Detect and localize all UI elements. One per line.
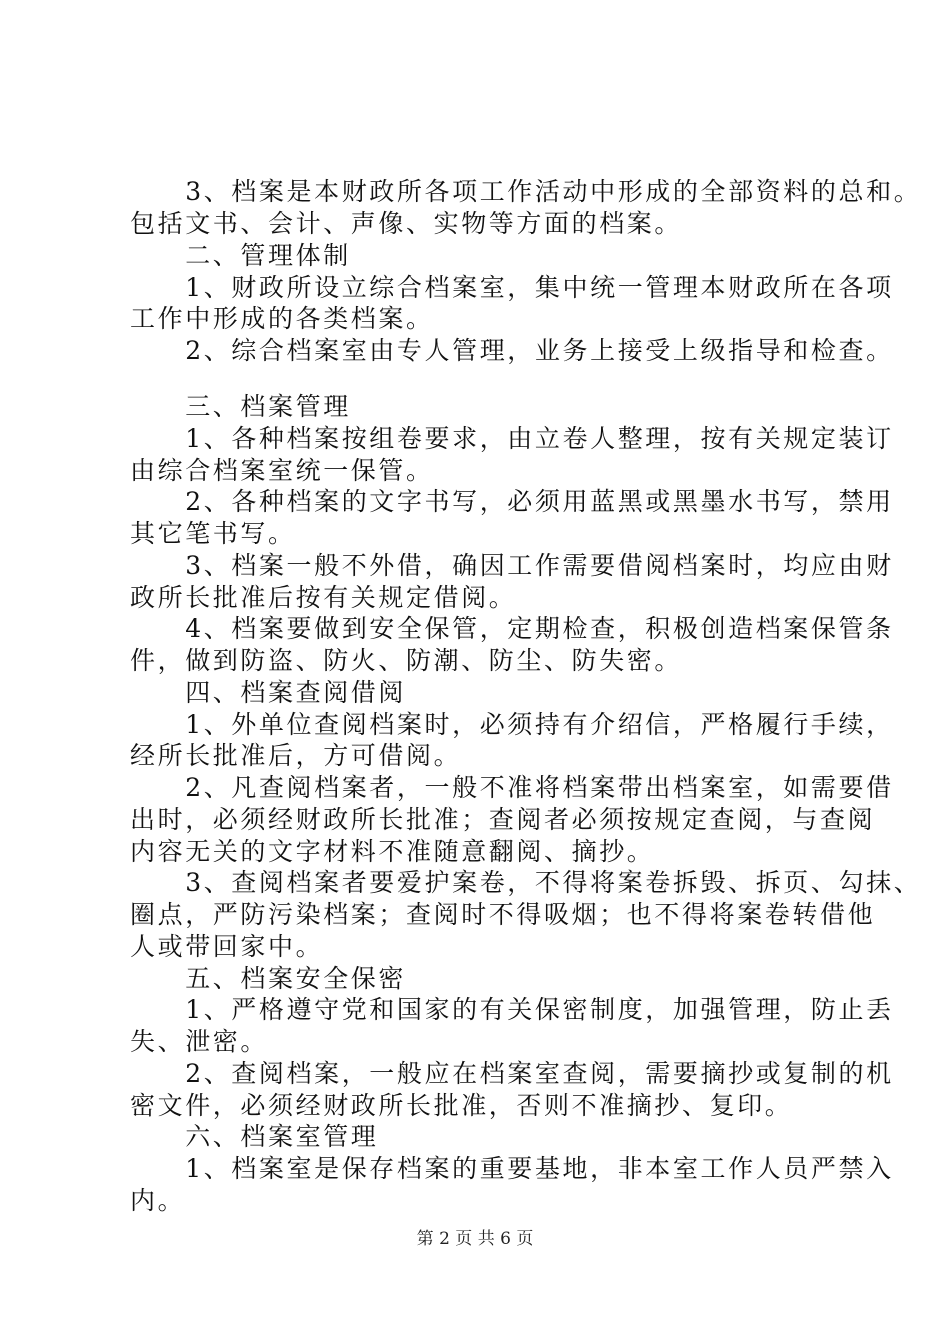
text-line: 2、查阅档案，一般应在档案室查阅，需要摘抄或复制的机 <box>130 1059 894 1088</box>
text-line: 1、外单位查阅档案时，必须持有介绍信，严格履行手续， <box>130 710 894 739</box>
text-line: 政所长批准后按有关规定借阅。 <box>130 583 517 612</box>
section-heading: 二、管理体制 <box>130 241 351 270</box>
section-heading: 四、档案查阅借阅 <box>130 678 407 707</box>
text-line: 1、档案室是保存档案的重要基地，非本室工作人员严禁入 <box>130 1154 894 1183</box>
text-line: 工作中形成的各类档案。 <box>130 304 434 333</box>
text-line: 3、档案是本财政所各项工作活动中形成的全部资料的总和。 <box>130 177 922 206</box>
text-line: 1、财政所设立综合档案室，集中统一管理本财政所在各项 <box>130 273 894 302</box>
text-line: 2、各种档案的文字书写，必须用蓝黑或黑墨水书写，禁用 <box>130 487 894 516</box>
text-line: 失、泄密。 <box>130 1027 269 1056</box>
text-line: 2、凡查阅档案者，一般不准将档案带出档案室，如需要借 <box>130 773 894 802</box>
text-line: 密文件，必须经财政所长批准，否则不准摘抄、复印。 <box>130 1091 793 1120</box>
text-line: 人或带回家中。 <box>130 932 324 961</box>
section-heading: 六、档案室管理 <box>130 1122 379 1151</box>
page-number: 第 2 页 共 6 页 <box>416 1229 534 1249</box>
text-line: 包括文书、会计、声像、实物等方面的档案。 <box>130 209 683 238</box>
text-line: 由综合档案室统一保管。 <box>130 456 434 485</box>
text-line: 2、综合档案室由专人管理，业务上接受上级指导和检查。 <box>130 336 894 365</box>
text-line: 内。 <box>130 1186 186 1215</box>
section-heading: 三、档案管理 <box>130 392 351 421</box>
text-line: 内容无关的文字材料不准随意翻阅、摘抄。 <box>130 837 655 866</box>
text-line: 其它笔书写。 <box>130 519 296 548</box>
text-line: 1、各种档案按组卷要求，由立卷人整理，按有关规定装订 <box>130 424 894 453</box>
text-line: 出时，必须经财政所长批准；查阅者必须按规定查阅，与查阅 <box>130 805 876 834</box>
text-line: 圈点，严防污染档案；查阅时不得吸烟；也不得将案卷转借他 <box>130 900 876 929</box>
text-line: 3、查阅档案者要爱护案卷，不得将案卷拆毁、拆页、勾抹、 <box>130 868 922 897</box>
section-heading: 五、档案安全保密 <box>130 964 407 993</box>
text-line: 1、严格遵守党和国家的有关保密制度，加强管理，防止丢 <box>130 995 894 1024</box>
text-line: 经所长批准后，方可借阅。 <box>130 741 462 770</box>
text-line: 4、档案要做到安全保管，定期检查，积极创造档案保管条 <box>130 614 894 643</box>
text-line: 3、档案一般不外借，确因工作需要借阅档案时，均应由财 <box>130 551 894 580</box>
text-line: 件，做到防盗、防火、防潮、防尘、防失密。 <box>130 646 683 675</box>
